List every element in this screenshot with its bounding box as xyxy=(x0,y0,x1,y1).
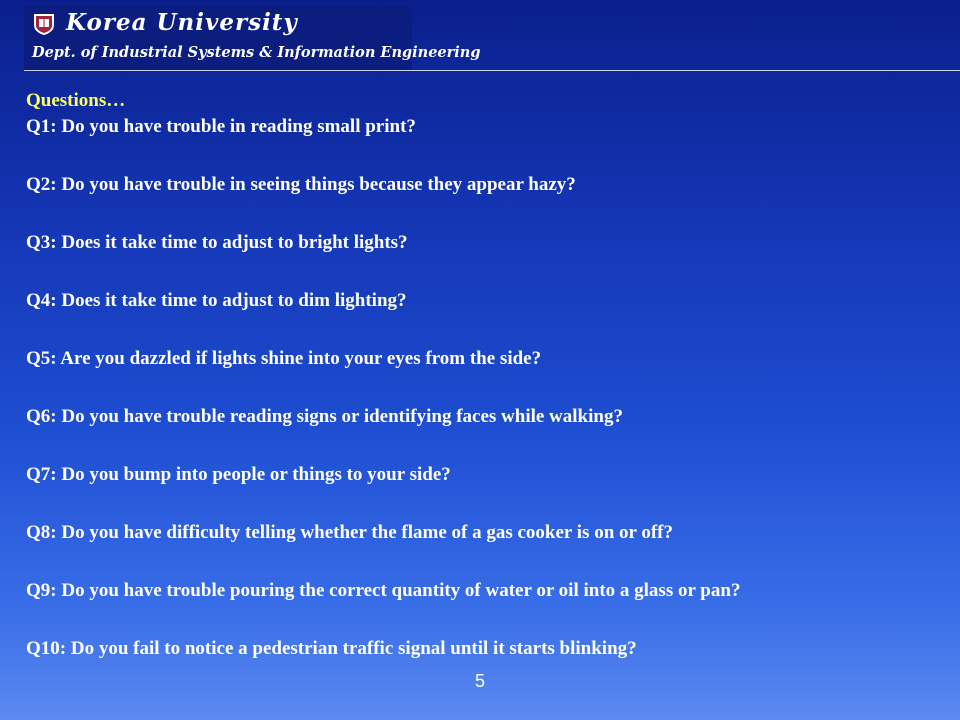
question-2: Q2: Do you have trouble in seeing things because they appear hazy? xyxy=(26,174,576,195)
questions-list xyxy=(26,88,951,662)
department-title: Dept. of Industrial Systems & Information Engineering xyxy=(32,44,481,61)
question-4: Q4: Does it take time to adjust to dim lighting? xyxy=(26,290,407,311)
question-10: Q10: Do you fail to notice a pedestrian traffic signal until it starts blinking? xyxy=(26,638,637,659)
header-banner xyxy=(24,6,481,70)
question-3: Q3: Does it take time to adjust to bright lights? xyxy=(26,232,408,253)
page-number: 5 xyxy=(474,671,485,691)
questions-heading: Questions… xyxy=(26,90,126,111)
question-8: Q8: Do you have difficulty telling whether the flame of a gas cooker is on or off? xyxy=(26,522,674,543)
question-1: Q1: Do you have trouble in reading small print? xyxy=(26,116,416,137)
question-5: Q5: Are you dazzled if lights shine into your eyes from the side? xyxy=(26,348,542,369)
question-7: Q7: Do you bump into people or things to your side? xyxy=(26,464,451,485)
question-9: Q9: Do you have trouble pouring the correct quantity of water or oil into a glass or pan? xyxy=(26,580,741,601)
university-title: Korea University xyxy=(66,9,298,36)
header-divider xyxy=(24,70,960,71)
question-6: Q6: Do you have trouble reading signs or identifying faces while walking? xyxy=(26,406,623,427)
university-crest-icon xyxy=(32,12,56,36)
